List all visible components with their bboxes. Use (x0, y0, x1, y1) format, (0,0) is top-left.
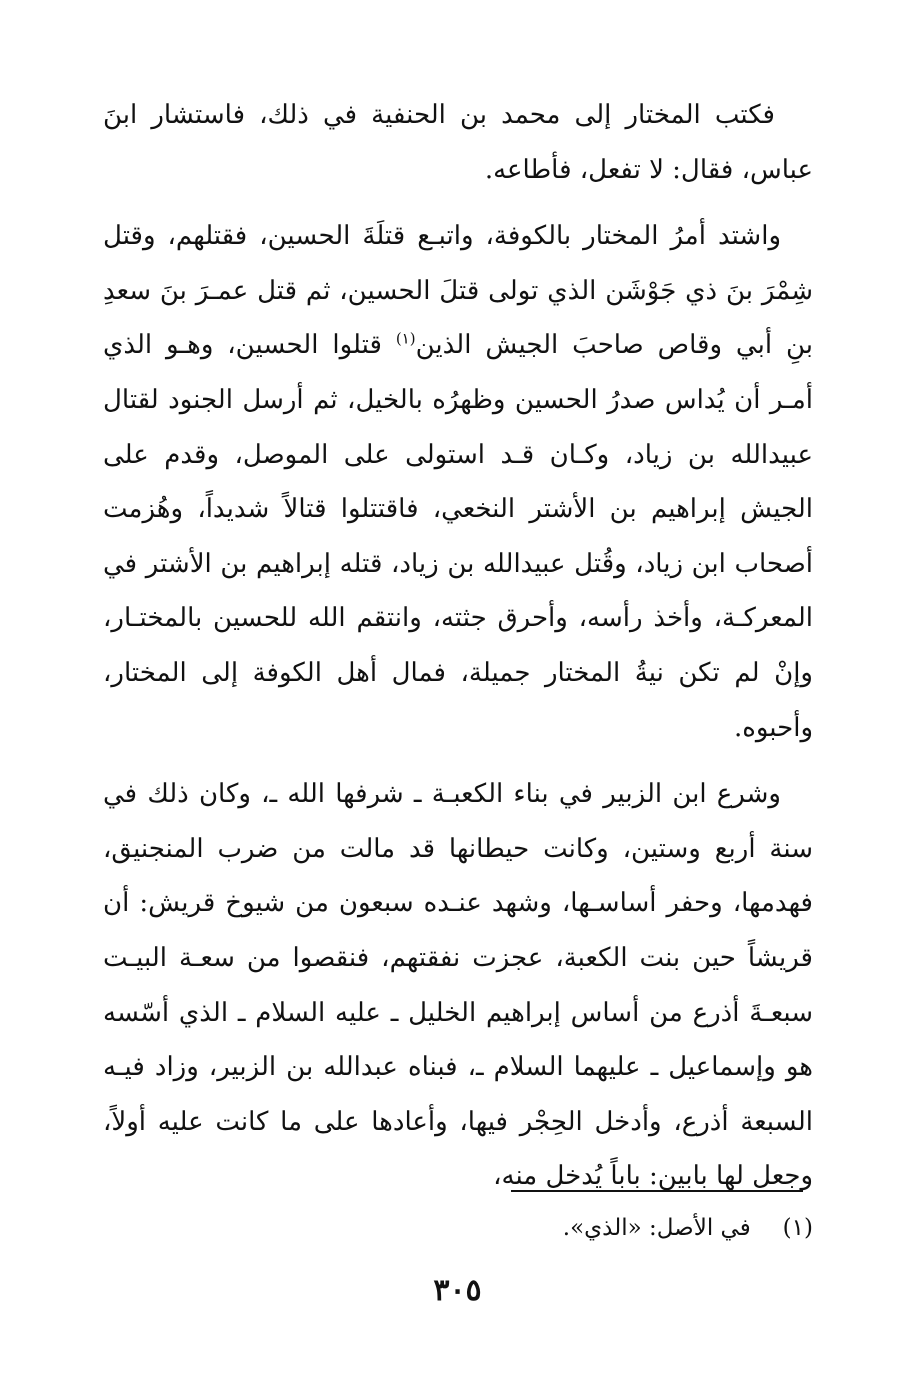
footnote-number: (١) (782, 1215, 813, 1241)
page-number: ٣٠٥ (433, 1273, 482, 1308)
footnote (103, 1210, 813, 1246)
footnote-text: في الأصل: «الذي». (562, 1215, 751, 1241)
footnote-reference: (١) (395, 329, 416, 348)
paragraph-2 (103, 209, 813, 755)
main-text (103, 88, 813, 1204)
paragraph-3: وشرع ابن الزبير في بناء الكعبـة ـ شرفها الله ـ، وكان ذلك في سنة أربع وستين، وكانت حيطانها قد مالت من ضرب المنجنيق، فهدمها، وحفر أساسـها، وشهد عنـده سبعون من شيوخ قريش: أن قريشاً حين بنت الكعبة، عجزت نفقتهم، فنقصوا من سعـة البيـت سبعـةَ أذرع من أساس إبراهيم الخليل ـ عليه السلام ـ الذي أسّسه هو وإسماعيل ـ عليهما السلام ـ، فبناه عبدالله بن الزبير، وزاد فيـه السبعة أذرع، وأدخل الحِجْر فيها، وأعادها على ما كانت عليه أولاً، وجعل لها بابين: باباً يُدخل منه، (103, 779, 813, 1192)
paragraph-2-text-after-reference: قتلوا الحسين، وهـو الذي أمـر أن يُداس صدرُ الحسين وظهرُه بالخيل، ثم أرسل الجنود لقتال عبيدالله بن زياد، وكـان قـد استولى على الموصل، وقدم على الجيش إبراهيم بن الأشتر النخعي، فاقتتلوا قتالاً شديداً، وهُزمت أصحاب ابن زياد، وقُتل عبيدالله بن زياد، قتله إبراهيم بن الأشتر في المعركـة، وأخذ رأسه، وأحرق جثته، وانتقم الله للحسين بالمختـار، وإنْ لم تكن نيةُ المختار جميلة، فمال أهل الكوفة إلى المختار، وأحبوه. (103, 330, 813, 743)
footnote-divider (511, 1190, 803, 1192)
paragraph-1: فكتب المختار إلى محمد بن الحنفية في ذلك، فاستشار ابنَ عباس، فقال: لا تفعل، فأطاعه. (103, 100, 813, 185)
paragraph-2-text-before-reference: واشتد أمرُ المختار بالكوفة، واتبـع قتلَةَ الحسين، فقتلهم، وقتل شِمْرَ بنَ ذي جَوْشَن الذي تولى قتلَ الحسين، ثم قتل عمـرَ بنَ سعدِ بنِ أبي وقاص صاحبَ الجيش الذين (103, 221, 813, 361)
